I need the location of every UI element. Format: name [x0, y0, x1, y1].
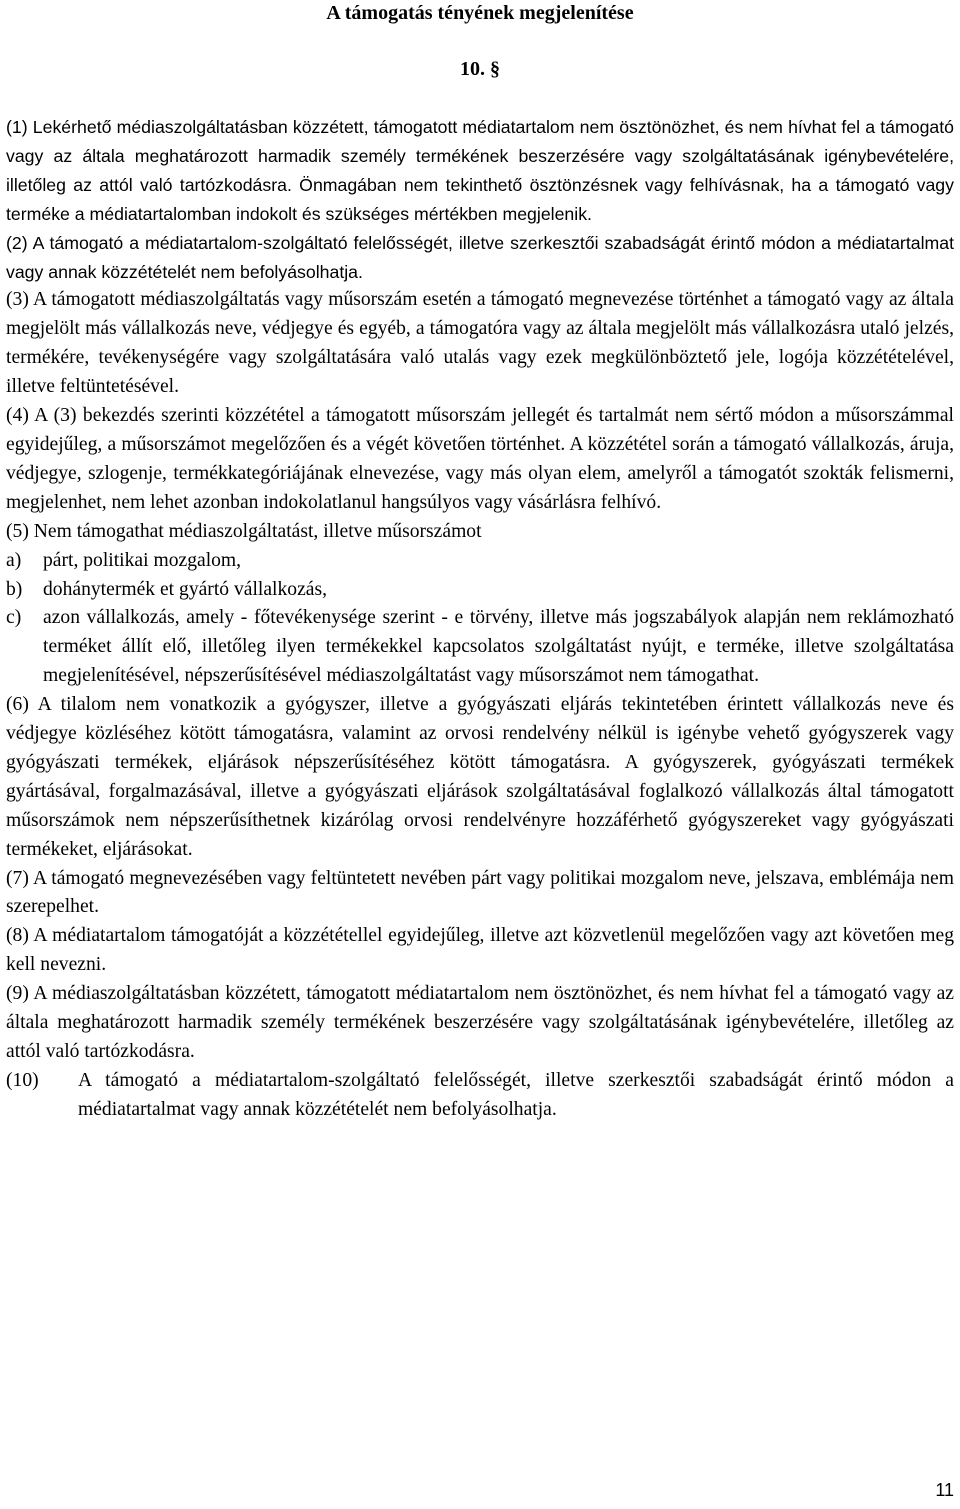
list-text: párt, politikai mozgalom,	[43, 549, 242, 571]
section-heading: 10. §	[460, 58, 500, 80]
paragraph-8: (8) A médiatartalom támogatóját a közzététellel egyidejűleg, illetve azt közvetlenül megelőzően vagy azt követően meg kell nevezni.	[6, 925, 954, 976]
list-item-b	[6, 576, 954, 605]
paragraph-4: (4) A (3) bekezdés szerinti közzététel a támogatott műsorszám jellegét és tartalmát nem sértő módon a műsorszámmal egyidejűleg, a műsorszámot megelőzően és a végét követően történhet. A közzététel során a támogató vállalkozás, áruja, védjegye, szlogenje, termékkategóriájának elnevezése, vagy más olyan elem, amelyről a támogatót szokták felismerni, megjelenhet, nem lehet azonban indokolatlanul hangsúlyos vagy vásárlásra felhívó.	[6, 405, 954, 513]
list-marker: c)	[6, 607, 22, 629]
document-page	[6, 0, 954, 1125]
paragraph-1: (1) Lekérhető médiaszolgáltatásban közzétett, támogatott médiatartalom nem ösztönözhet, és nem hívhat fel a támogató vagy az általa meghatározott harmadik személy termékének beszerzésére vagy szolgáltatásának igénybevételére, illetőleg az attól való tartózkodásra. Önmagában nem tekinthető ösztönzésnek vagy felhívásnak, ha a támogató vagy terméke a médiatartalomban indokolt és szükséges mértékben megjelenik.	[6, 117, 954, 224]
paragraph-6: (6) A tilalom nem vonatkozik a gyógyszer, illetve a gyógyászati eljárás tekintetében érintett vállalkozás neve és védjegye közléséhez kötött támogatásra, valamint az orvosi rendelvény nélkül is igénybe vehető gyógyszerek vagy gyógyászati termékek, eljárások népszerűsítéséhez kötött támogatásra. A gyógyszerek, gyógyászati termékek gyártásával, forgalmazásával, illetve a gyógyászati eljárások szolgáltatásával foglalkozó vállalkozás által támogatott műsorszámok nem népszerűsíthetnek kizárólag orvosi rendelvényre hozzáférhető gyógyszereket vagy gyógyászati termékeket, eljárásokat.	[6, 694, 954, 860]
paragraph-5: (5) Nem támogathat médiaszolgáltatást, illetve műsorszámot	[6, 520, 482, 542]
paragraph-10-marker: (10)	[6, 1069, 39, 1091]
paragraph-2: (2) A támogató a médiatartalom-szolgáltató felelősségét, illetve szerkesztői szabadságát érintő módon a médiatartalmat vagy annak közzétételét nem befolyásolhatja.	[6, 232, 954, 282]
list-item-c	[6, 604, 954, 691]
paragraph-10	[6, 1067, 954, 1125]
paragraph-10-text: A támogató a médiatartalom-szolgáltató felelősségét, illetve szerkesztői szabadságát érintő módon a médiatartalmat vagy annak közzétételét nem befolyásolhatja.	[78, 1069, 954, 1120]
page-number: 11	[935, 1480, 954, 1500]
document-title: A támogatás tényének megjelenítése	[326, 2, 634, 24]
paragraph-9: (9) A médiaszolgáltatásban közzétett, támogatott médiatartalom nem ösztönözhet, és nem hívhat fel a támogató vagy az általa meghatározott harmadik személy termékének beszerzésére vagy szolgáltatásának igénybevételére, illetőleg az attól való tartózkodásra.	[6, 983, 954, 1062]
paragraph-3: (3) A támogatott médiaszolgáltatás vagy műsorszám esetén a támogató megnevezése történhet a támogató vagy az általa megjelölt más vállalkozás neve, védjegye és egyéb, a támogatóra vagy az általa megjelölt más vállalkozásra utaló jelzés, termékére, tevékenységére vagy szolgáltatására való utalás vagy ezek megkülönböztető jele, logója közzétételével, illetve feltüntetésével.	[6, 289, 954, 398]
list-item-a	[6, 547, 954, 576]
paragraph-7: (7) A támogató megnevezésében vagy feltüntetett nevében párt vagy politikai mozgalom neve, jelszava, emblémája nem szerepelhet.	[6, 867, 954, 918]
list-marker: a)	[6, 549, 22, 571]
list-text: azon vállalkozás, amely - főtevékenysége szerint - e törvény, illetve más jogszabályok alapján nem reklámozható terméket állít elő, illetőleg ilyen termékekkel kapcsolatos szolgáltatást nyújt, e terméke, illetve szolgáltatása megjelenítésével, népszerűsítésével médiaszolgáltatást vagy műsorszámot nem támogathat.	[43, 607, 954, 687]
list-text: dohánytermék et gyártó vállalkozás,	[43, 578, 328, 600]
list-marker: b)	[6, 578, 23, 600]
